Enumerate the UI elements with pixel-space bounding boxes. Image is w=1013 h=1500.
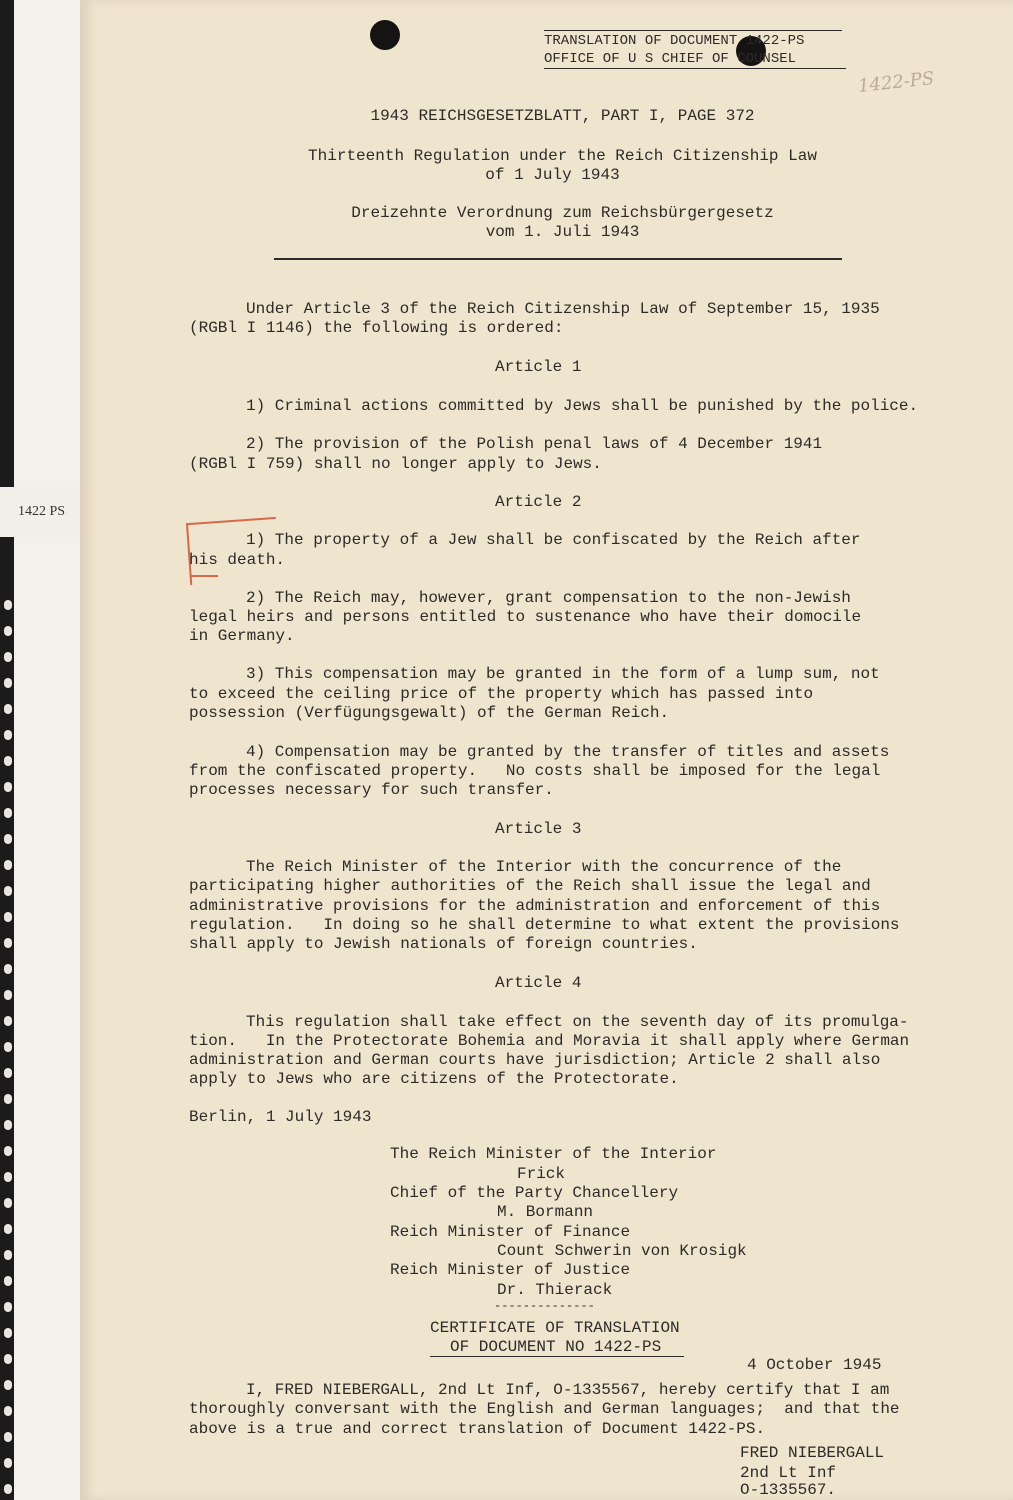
place-and-date: Berlin, 1 July 1943 [189, 1108, 372, 1126]
article-1-para-2-line1: 2) The provision of the Polish penal laws of 4 December 1941 [246, 435, 823, 453]
certificate-heading-rule [430, 1356, 684, 1357]
certificate-date: 4 October 1945 [747, 1356, 882, 1374]
article-4-line1: This regulation shall take effect on the seventh day of its promulga- [246, 1013, 909, 1031]
binder-hole [4, 1406, 12, 1416]
article-2-para-2-line1: 2) The Reich may, however, grant compensation to the non-Jewish [246, 589, 851, 607]
title-german-line1: Dreizehnte Verordnung zum Reichsbürgergesetz [351, 204, 774, 222]
title-english-line1: Thirteenth Regulation under the Reich Citizenship Law [308, 147, 817, 165]
article-3-line1: The Reich Minister of the Interior with the concurrence of the [246, 858, 842, 876]
article-1-para-1: 1) Criminal actions committed by Jews shall be punished by the police. [246, 397, 919, 415]
article-2-para-3-line3: possession (Verfügungsgewalt) of the German Reich. [189, 704, 670, 722]
title-german-line2: vom 1. Juli 1943 [485, 223, 640, 241]
side-tab-label: 1422 PS [0, 487, 80, 537]
binder-hole [4, 938, 12, 948]
signatory-1-title: The Reich Minister of the Interior [390, 1145, 717, 1163]
certificate-text-line3: above is a true and correct translation of Document 1422-PS. [189, 1420, 766, 1438]
binder-hole [4, 1380, 12, 1390]
article-4-heading: Article 4 [495, 974, 582, 992]
certifier-name: FRED NIEBERGALL [740, 1444, 885, 1462]
article-2-para-4-line1: 4) Compensation may be granted by the transfer of titles and assets [246, 743, 890, 761]
article-1-para-2-line2: (RGBl I 759) shall no longer apply to Jews. [189, 455, 602, 473]
binder-hole [4, 652, 12, 662]
binder-hole [4, 782, 12, 792]
article-4-line2: tion. In the Protectorate Bohemia and Moravia it shall apply where German [189, 1032, 910, 1050]
binder-hole [4, 1198, 12, 1208]
article-3-heading: Article 3 [495, 820, 582, 838]
binder-hole [4, 600, 12, 610]
article-2-para-2-line2: legal heirs and persons entitled to sustenance who have their domocile [189, 608, 862, 626]
binder-hole [4, 1016, 12, 1026]
article-2-para-1-line2: his death. [189, 551, 286, 569]
article-3-line3: administrative provisions for the administration and enforcement of this [189, 897, 881, 915]
signatory-2-name: M. Bormann [497, 1203, 594, 1221]
binder-hole [4, 756, 12, 766]
binder-hole [4, 678, 12, 688]
article-2-heading: Article 2 [495, 493, 582, 511]
article-2-para-1-line1: 1) The property of a Jew shall be confiscated by the Reich after [246, 531, 861, 549]
stamp-bottom-rule [544, 68, 846, 69]
binder-hole [4, 1432, 12, 1442]
binder-hole [4, 1458, 12, 1468]
certifier-serial: O-1335567. [740, 1481, 837, 1499]
certificate-text-line1: I, FRED NIEBERGALL, 2nd Lt Inf, O-1335567, hereby certify that I am [246, 1381, 890, 1399]
binder-hole [4, 1302, 12, 1312]
binder-hole [4, 834, 12, 844]
title-english-line2: of 1 July 1943 [485, 166, 620, 184]
article-3-line4: regulation. In doing so he shall determine to what extent the provisions [189, 916, 900, 934]
intro-line2: (RGBl I 1146) the following is ordered: [189, 319, 564, 337]
title-rule [274, 258, 842, 260]
binder-hole [4, 1042, 12, 1052]
signatory-4-title: Reich Minister of Justice [390, 1261, 631, 1279]
binder-hole [4, 704, 12, 714]
article-3-line5: shall apply to Jewish nationals of foreign countries. [189, 935, 698, 953]
binder-hole [4, 1276, 12, 1286]
signatory-4-name: Dr. Thierack [497, 1281, 613, 1299]
article-2-para-4-line2: from the confiscated property. No costs shall be imposed for the legal [189, 762, 881, 780]
article-2-para-4-line3: processes necessary for such transfer. [189, 781, 554, 799]
article-4-line3: administration and German courts have jurisdiction; Article 2 shall also [189, 1051, 881, 1069]
translation-stamp-line1: TRANSLATION OF DOCUMENT 1422-PS [544, 33, 805, 49]
binder-hole [4, 1354, 12, 1364]
binder-hole [4, 626, 12, 636]
signatory-3-title: Reich Minister of Finance [390, 1223, 631, 1241]
citation-heading: 1943 REICHSGESETZBLATT, PART I, PAGE 372 [370, 107, 755, 125]
red-underline-mark [190, 575, 218, 577]
binder-hole [4, 1120, 12, 1130]
certificate-text-line2: thoroughly conversant with the English and German languages; and that the [189, 1400, 900, 1418]
binder-hole [4, 860, 12, 870]
binder-hole [4, 1094, 12, 1104]
certificate-heading-line2: OF DOCUMENT NO 1422-PS [450, 1338, 662, 1356]
binder-hole [4, 1172, 12, 1182]
binder-hole [4, 886, 12, 896]
handwritten-doc-number: 1422-PS [857, 68, 936, 97]
binder-hole [4, 1146, 12, 1156]
signature-divider: -------------- [494, 1299, 595, 1313]
binder-hole [4, 1484, 12, 1494]
binder-hole [4, 1068, 12, 1078]
signatory-3-name: Count Schwerin von Krosigk [497, 1242, 747, 1260]
certificate-heading-line1: CERTIFICATE OF TRANSLATION [430, 1319, 680, 1337]
article-1-heading: Article 1 [495, 358, 582, 376]
article-2-para-3-line2: to exceed the ceiling price of the property which has passed into [189, 685, 814, 703]
binder-hole [4, 912, 12, 922]
translation-stamp-line2: OFFICE OF U S CHIEF OF COUNSEL [544, 51, 797, 67]
signatory-2-title: Chief of the Party Chancellery [390, 1184, 679, 1202]
article-2-para-2-line3: in Germany. [189, 627, 295, 645]
certifier-rank: 2nd Lt Inf [740, 1464, 837, 1482]
article-4-line4: apply to Jews who are citizens of the Protectorate. [189, 1070, 679, 1088]
binder-hole [4, 1224, 12, 1234]
article-2-para-3-line1: 3) This compensation may be granted in the form of a lump sum, not [246, 665, 880, 683]
article-3-line2: participating higher authorities of the Reich shall issue the legal and [189, 877, 871, 895]
binder-hole [4, 964, 12, 974]
intro-line1: Under Article 3 of the Reich Citizenship Law of September 15, 1935 [246, 300, 880, 318]
binder-hole [4, 990, 12, 1000]
binder-hole [4, 1250, 12, 1260]
punch-hole-left [370, 20, 400, 50]
binder-hole [4, 808, 12, 818]
stamp-top-rule [544, 30, 842, 31]
signatory-1-name: Frick [517, 1165, 566, 1183]
binder-hole [4, 730, 12, 740]
binder-hole [4, 1328, 12, 1338]
